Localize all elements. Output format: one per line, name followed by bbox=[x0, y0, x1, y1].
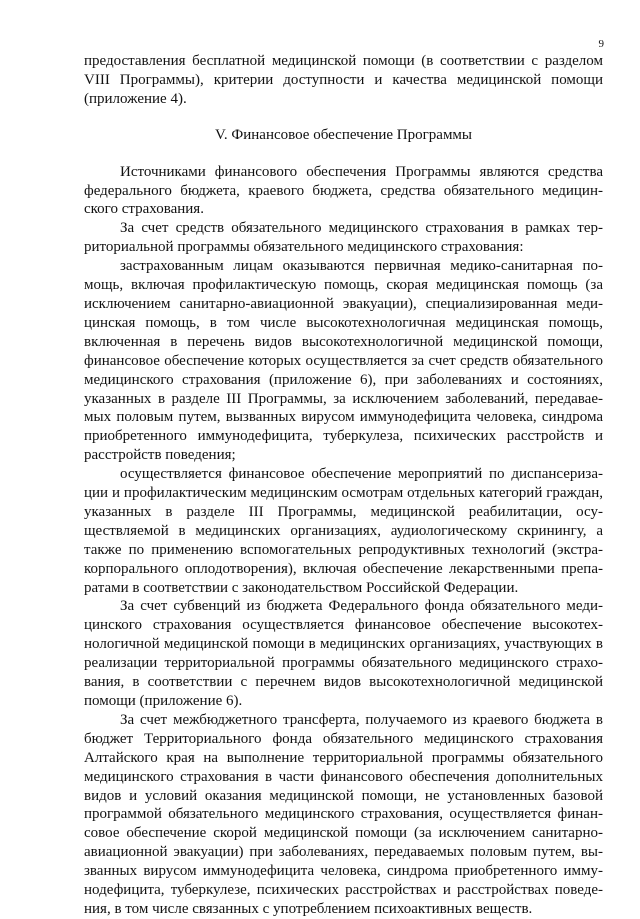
paragraph-subventions: За счет субвенций из бюджета Федерального фонда обязательного медицинского страхования осуществляется финансовое обеспечение высокотехнологичной медицинской помощи в медицинских организациях, участвующих в реализации территориальной программы обязательного медицинского страхования, в соответствии с перечнем видов высокотехнологичной медицинской помощи (приложение 6). bbox=[84, 598, 603, 709]
page-number: 9 bbox=[598, 38, 604, 50]
paragraph-dispensary-financing: осуществляется финансовое обеспечение мероприятий по диспансеризации и профилактическим медицинским осмотрам отдельных категорий граждан, указанных в разделе III Программы, медицинской реабилитации, осуществляемой в медицинских организациях, аудиологическому скринингу, а также по применению вспомогательных репродуктивных технологий (экстракорпорального оплодотворения), включая обеспечение лекарственными препаратами в соответствии с законодательством Российской Федерации. bbox=[84, 466, 603, 596]
paragraph-insured-care: застрахованным лицам оказываются первичная медико-санитарная помощь, включая профилактическую помощь, скорая медицинская помощь (за исключением санитарно-авиационной эвакуации), специализированная медицинская помощь, в том числе высокотехнологичная медицинская помощь, включенная в перечень видов высокотехнологичной медицинской помощи, финансовое обеспечение которых осуществляется за счет средств обязательного медицинского страхования (приложение 6), при заболеваниях и состояниях, указанных в разделе III Программы, за исключением заболеваний, передаваемых половым путем, вызванных вирусом иммунодефицита человека, синдрома приобретенного иммунодефицита, туберкулеза, психических расстройств и расстройств поведения; bbox=[84, 258, 603, 464]
intro-paragraph: предоставления бесплатной медицинской помощи (в соответствии с разделом VIII Программы), критерии доступности и качества медицинской помощи (приложение 4). bbox=[84, 53, 603, 107]
document-body bbox=[84, 52, 603, 919]
section-heading: V. Финансовое обеспечение Программы bbox=[214, 126, 473, 143]
paragraph-funding-sources: Источниками финансового обеспечения Программы являются средства федерального бюджета, краевого бюджета, средства обязательного медицинского страхования. bbox=[84, 163, 603, 218]
paragraph-oms-scope: За счет средств обязательного медицинского страхования в рамках территориальной программы обязательного медицинского страхования: bbox=[84, 220, 603, 256]
paragraph-interbudget-transfer: За счет межбюджетного трансферта, получаемого из краевого бюджета в бюджет Территориального фонда обязательного медицинского страхования Алтайского края на выполнение территориальной программы обязательного медицинского страхования в части финансового обеспечения дополнительных видов и условий оказания медицинской помощи, не установленных базовой программой обязательного медицинского страхования, осуществляется финансовое обеспечение скорой медицинской помощи (за исключением санитарно-авиационной эвакуации) при заболеваниях, передаваемых половым путем, вызванных вирусом иммунодефицита человека, синдрома приобретенного иммунодефицита, туберкулезе, психических расстройствах и расстройствах поведения, в том числе связанных с употреблением психоактивных веществ. bbox=[84, 711, 603, 917]
